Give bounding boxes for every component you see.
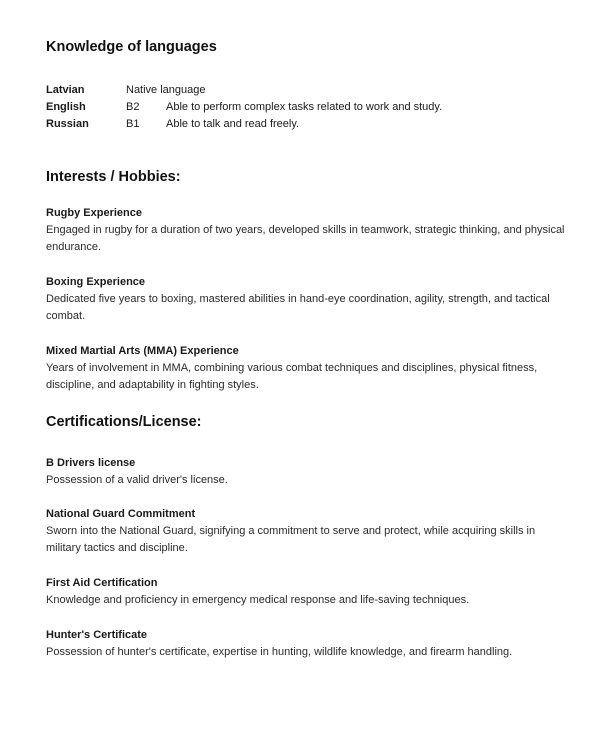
entry-description: Knowledge and proficiency in emergency medical response and life-saving techniques. (46, 594, 470, 606)
entry-title: Rugby Experience (46, 207, 142, 219)
language-description: Able to perform complex tasks related to work and study. (166, 101, 443, 113)
entry-description: Possession of hunter's certificate, expertise in hunting, wildlife knowledge, and firearm handling. (46, 646, 513, 658)
certification-entry-first-aid (46, 575, 566, 609)
interest-entry-mma (46, 343, 566, 394)
language-level: B2 (126, 101, 140, 113)
interest-entry-rugby (46, 205, 566, 256)
language-level: B1 (126, 118, 140, 130)
interests-heading: Interests / Hobbies: (46, 169, 181, 185)
entry-title: Hunter's Certificate (46, 629, 148, 641)
entry-title: B Drivers license (46, 457, 136, 469)
entry-title: Mixed Martial Arts (MMA) Experience (46, 345, 239, 357)
interest-entry-boxing (46, 274, 566, 325)
certification-entry-hunter (46, 627, 566, 661)
language-description: Native language (126, 84, 206, 96)
certification-entry-drivers-license (46, 455, 566, 489)
certification-entry-national-guard (46, 506, 566, 557)
entry-title: National Guard Commitment (46, 508, 196, 520)
entry-description: Sworn into the National Guard, signifying a commitment to serve and protect, while acquiring skills in military tactics and discipline. (46, 525, 536, 554)
language-name: English (46, 101, 86, 113)
language-description: Able to talk and read freely. (166, 118, 300, 130)
entry-title: First Aid Certification (46, 577, 158, 589)
languages-heading: Knowledge of languages (46, 39, 217, 55)
entry-description: Possession of a valid driver's license. (46, 474, 228, 486)
language-name: Russian (46, 118, 89, 130)
entry-description: Years of involvement in MMA, combining various combat techniques and disciplines, physical fitness, discipline, and adaptability in fighting styles. (46, 362, 538, 391)
entry-description: Dedicated five years to boxing, mastered abilities in hand-eye coordination, agility, strength, and tactical combat. (46, 293, 550, 322)
language-name: Latvian (46, 84, 85, 96)
entry-description: Engaged in rugby for a duration of two years, developed skills in teamwork, strategic thinking, and physical endurance. (46, 224, 565, 253)
entry-title: Boxing Experience (46, 276, 146, 288)
certifications-heading: Certifications/License: (46, 414, 202, 430)
